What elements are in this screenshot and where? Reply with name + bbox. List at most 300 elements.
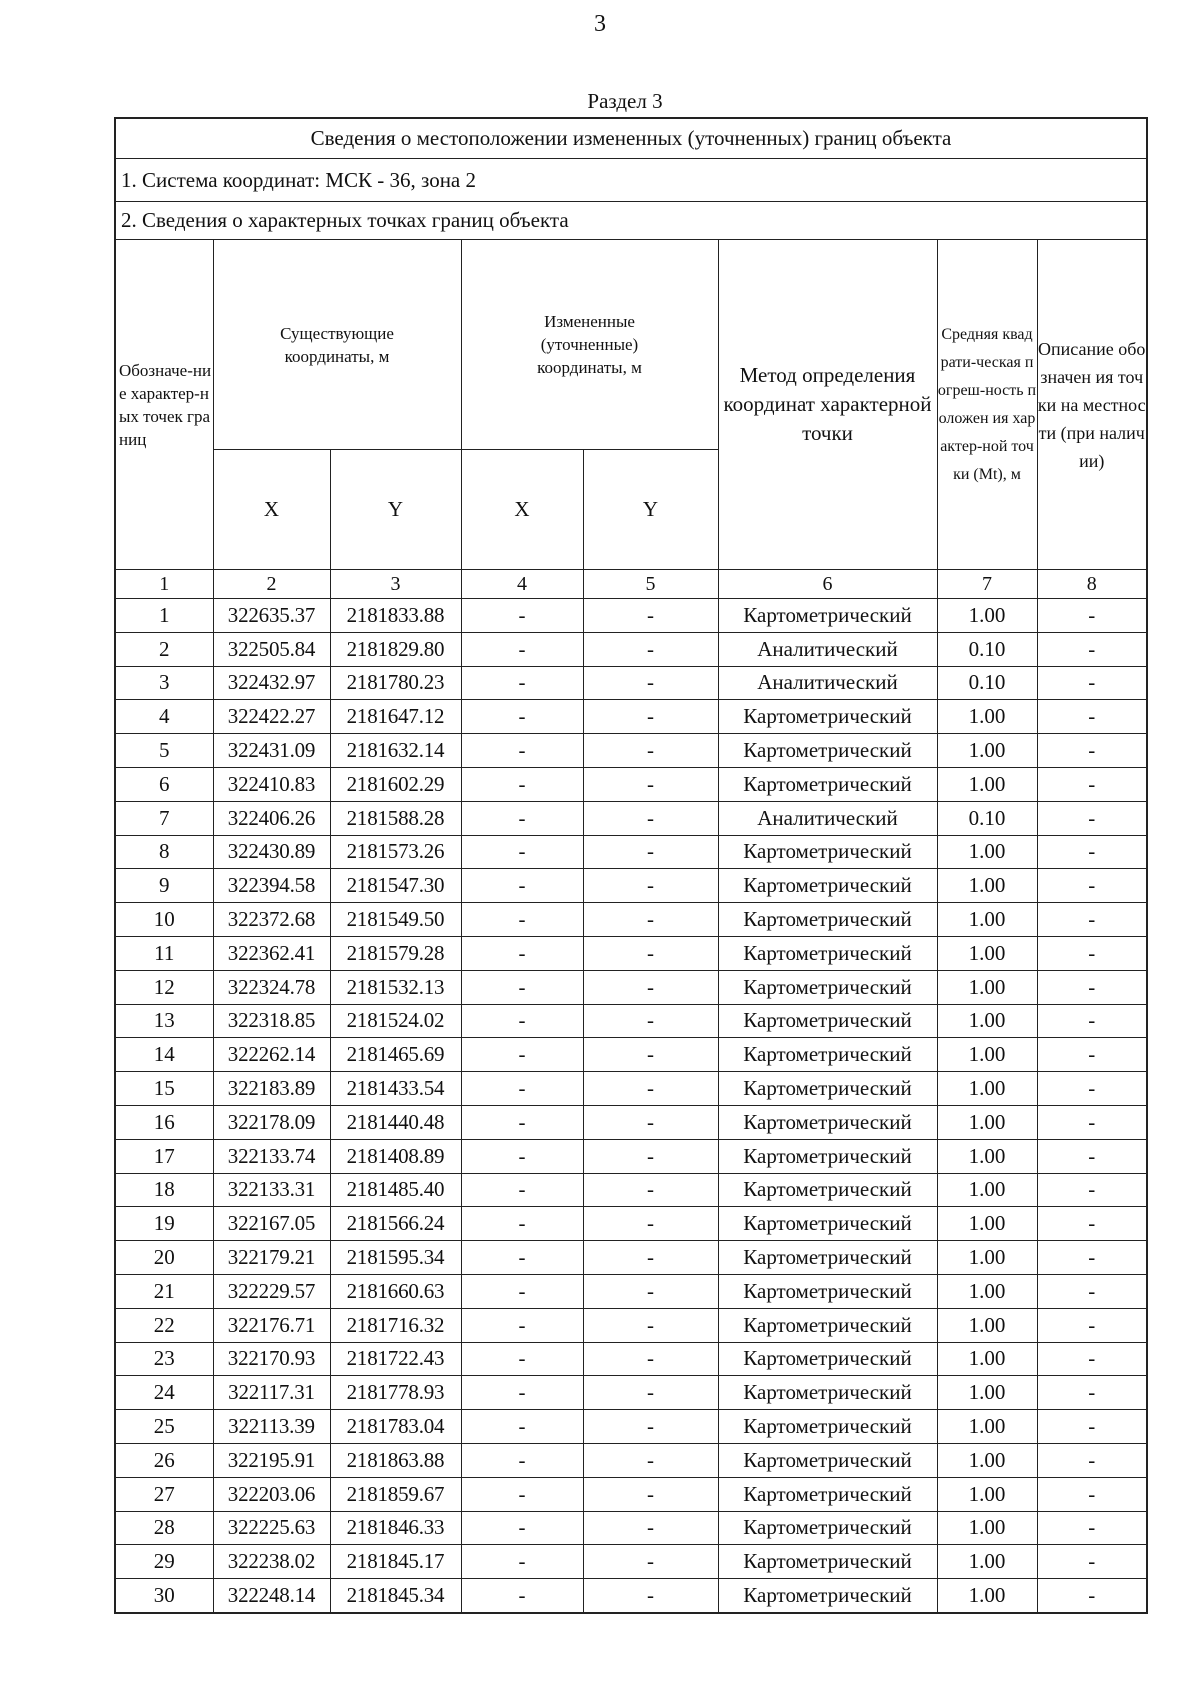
- cell-point-number: 29: [115, 1545, 213, 1579]
- column-number: 3: [330, 570, 461, 599]
- cell-existing-x: 322394.58: [213, 869, 330, 903]
- cell-existing-y: 2181859.67: [330, 1477, 461, 1511]
- cell-point-description: -: [1037, 700, 1147, 734]
- cell-mean-square-error: 1.00: [937, 970, 1037, 1004]
- cell-point-number: 12: [115, 970, 213, 1004]
- cell-mean-square-error: 0.10: [937, 801, 1037, 835]
- cell-changed-y: -: [583, 1072, 718, 1106]
- cell-point-number: 11: [115, 936, 213, 970]
- cell-existing-y: 2181722.43: [330, 1342, 461, 1376]
- cell-point-number: 30: [115, 1579, 213, 1613]
- cell-existing-x: 322406.26: [213, 801, 330, 835]
- header-mse: [937, 240, 1037, 570]
- cell-changed-x: -: [461, 1410, 583, 1444]
- header-mse-text: Средняя квадрати-ческая погреш-ность положен ия характер-ной точки (Mt), м: [937, 325, 1037, 483]
- header-changed-x: X: [461, 450, 583, 570]
- boundary-points-table: [114, 117, 1148, 1614]
- table-row: [115, 1477, 1147, 1511]
- cell-changed-x: -: [461, 903, 583, 937]
- cell-point-description: -: [1037, 1545, 1147, 1579]
- cell-point-number: 5: [115, 734, 213, 768]
- cell-point-description: -: [1037, 1207, 1147, 1241]
- cell-existing-x: 322113.39: [213, 1410, 330, 1444]
- cell-changed-y: -: [583, 970, 718, 1004]
- cell-method: Картометрический: [718, 1376, 937, 1410]
- cell-method: Аналитический: [718, 632, 937, 666]
- cell-changed-x: -: [461, 801, 583, 835]
- cell-existing-y: 2181833.88: [330, 599, 461, 633]
- cell-changed-y: -: [583, 835, 718, 869]
- cell-existing-x: 322117.31: [213, 1376, 330, 1410]
- cell-point-description: -: [1037, 1410, 1147, 1444]
- cell-existing-x: 322431.09: [213, 734, 330, 768]
- cell-mean-square-error: 1.00: [937, 1241, 1037, 1275]
- table-row: [115, 700, 1147, 734]
- cell-method: Картометрический: [718, 599, 937, 633]
- cell-changed-x: -: [461, 1241, 583, 1275]
- cell-method: Картометрический: [718, 1342, 937, 1376]
- cell-method: Картометрический: [718, 1579, 937, 1613]
- cell-point-number: 8: [115, 835, 213, 869]
- cell-point-description: -: [1037, 666, 1147, 700]
- cell-mean-square-error: 1.00: [937, 869, 1037, 903]
- cell-changed-y: -: [583, 1308, 718, 1342]
- cell-point-number: 4: [115, 700, 213, 734]
- cell-existing-x: 322176.71: [213, 1308, 330, 1342]
- cell-method: Картометрический: [718, 869, 937, 903]
- table-row: [115, 1173, 1147, 1207]
- cell-changed-x: -: [461, 1173, 583, 1207]
- cell-point-description: -: [1037, 970, 1147, 1004]
- cell-point-description: -: [1037, 835, 1147, 869]
- cell-changed-x: -: [461, 1072, 583, 1106]
- cell-existing-y: 2181524.02: [330, 1004, 461, 1038]
- cell-changed-y: -: [583, 1511, 718, 1545]
- cell-changed-x: -: [461, 700, 583, 734]
- table-row: [115, 734, 1147, 768]
- column-number: 1: [115, 570, 213, 599]
- cell-existing-x: 322203.06: [213, 1477, 330, 1511]
- cell-point-description: -: [1037, 1072, 1147, 1106]
- cell-point-description: -: [1037, 599, 1147, 633]
- cell-changed-y: -: [583, 632, 718, 666]
- cell-changed-y: -: [583, 936, 718, 970]
- cell-method: Картометрический: [718, 970, 937, 1004]
- cell-existing-y: 2181845.34: [330, 1579, 461, 1613]
- cell-point-description: -: [1037, 801, 1147, 835]
- table-row: [115, 835, 1147, 869]
- cell-method: Картометрический: [718, 1173, 937, 1207]
- cell-method: Картометрический: [718, 1139, 937, 1173]
- cell-existing-y: 2181440.48: [330, 1105, 461, 1139]
- cell-mean-square-error: 1.00: [937, 700, 1037, 734]
- cell-existing-x: 322238.02: [213, 1545, 330, 1579]
- cell-changed-y: -: [583, 1038, 718, 1072]
- cell-mean-square-error: 1.00: [937, 1139, 1037, 1173]
- cell-point-number: 15: [115, 1072, 213, 1106]
- cell-changed-x: -: [461, 936, 583, 970]
- header-existing-text: Существующие координаты, м: [280, 323, 394, 366]
- cell-existing-x: 322432.97: [213, 666, 330, 700]
- cell-point-description: -: [1037, 903, 1147, 937]
- cell-changed-x: -: [461, 1274, 583, 1308]
- cell-changed-x: -: [461, 1207, 583, 1241]
- cell-method: Картометрический: [718, 1545, 937, 1579]
- cell-existing-x: 322229.57: [213, 1274, 330, 1308]
- table-row: [115, 801, 1147, 835]
- cell-point-number: 16: [115, 1105, 213, 1139]
- cell-existing-x: 322225.63: [213, 1511, 330, 1545]
- cell-point-number: 24: [115, 1376, 213, 1410]
- points-heading: 2. Сведения о характерных точках границ объекта: [115, 202, 1147, 240]
- cell-mean-square-error: 1.00: [937, 1173, 1037, 1207]
- cell-point-number: 17: [115, 1139, 213, 1173]
- cell-method: Картометрический: [718, 936, 937, 970]
- section-label: Раздел 3: [587, 89, 663, 113]
- header-changed-y: Y: [583, 450, 718, 570]
- table-row: [115, 1410, 1147, 1444]
- page-number: 3: [594, 11, 606, 37]
- table-row: [115, 666, 1147, 700]
- table-row: [115, 1274, 1147, 1308]
- cell-point-description: -: [1037, 632, 1147, 666]
- cell-point-description: -: [1037, 1139, 1147, 1173]
- table-row: [115, 936, 1147, 970]
- cell-point-number: 20: [115, 1241, 213, 1275]
- cell-method: Картометрический: [718, 903, 937, 937]
- column-number: 2: [213, 570, 330, 599]
- table-body: [115, 599, 1147, 1613]
- cell-changed-y: -: [583, 869, 718, 903]
- cell-existing-x: 322179.21: [213, 1241, 330, 1275]
- cell-mean-square-error: 1.00: [937, 1477, 1037, 1511]
- table-row: [115, 767, 1147, 801]
- cell-existing-y: 2181602.29: [330, 767, 461, 801]
- cell-mean-square-error: 1.00: [937, 1004, 1037, 1038]
- cell-existing-x: 322133.74: [213, 1139, 330, 1173]
- cell-changed-y: -: [583, 1342, 718, 1376]
- cell-existing-x: 322195.91: [213, 1443, 330, 1477]
- cell-existing-y: 2181549.50: [330, 903, 461, 937]
- cell-existing-x: 322248.14: [213, 1579, 330, 1613]
- cell-changed-y: -: [583, 666, 718, 700]
- cell-existing-y: 2181465.69: [330, 1038, 461, 1072]
- cell-mean-square-error: 1.00: [937, 1072, 1037, 1106]
- cell-method: Картометрический: [718, 1308, 937, 1342]
- cell-mean-square-error: 1.00: [937, 1511, 1037, 1545]
- cell-point-number: 3: [115, 666, 213, 700]
- header-designation: [115, 240, 213, 570]
- table-row: [115, 1443, 1147, 1477]
- cell-existing-x: 322372.68: [213, 903, 330, 937]
- table-row: [115, 599, 1147, 633]
- cell-mean-square-error: 1.00: [937, 1342, 1037, 1376]
- header-existing-x: X: [213, 450, 330, 570]
- cell-changed-x: -: [461, 1477, 583, 1511]
- cell-method: Картометрический: [718, 700, 937, 734]
- cell-mean-square-error: 1.00: [937, 1410, 1037, 1444]
- cell-point-number: 9: [115, 869, 213, 903]
- cell-point-number: 22: [115, 1308, 213, 1342]
- cell-changed-y: -: [583, 1410, 718, 1444]
- table-title: Сведения о местоположении измененных (уточненных) границ объекта: [115, 118, 1147, 159]
- cell-point-number: 19: [115, 1207, 213, 1241]
- cell-point-number: 25: [115, 1410, 213, 1444]
- table-row: [115, 1105, 1147, 1139]
- cell-changed-x: -: [461, 734, 583, 768]
- cell-method: Картометрический: [718, 1207, 937, 1241]
- cell-method: Картометрический: [718, 1038, 937, 1072]
- cell-changed-x: -: [461, 869, 583, 903]
- cell-mean-square-error: 1.00: [937, 1545, 1037, 1579]
- header-existing-y: Y: [330, 450, 461, 570]
- cell-mean-square-error: 0.10: [937, 632, 1037, 666]
- cell-existing-y: 2181573.26: [330, 835, 461, 869]
- cell-changed-y: -: [583, 1477, 718, 1511]
- cell-mean-square-error: 1.00: [937, 1376, 1037, 1410]
- cell-point-description: -: [1037, 1241, 1147, 1275]
- cell-point-number: 21: [115, 1274, 213, 1308]
- cell-changed-y: -: [583, 700, 718, 734]
- cell-existing-x: 322505.84: [213, 632, 330, 666]
- cell-method: Картометрический: [718, 1477, 937, 1511]
- cell-changed-x: -: [461, 1376, 583, 1410]
- cell-existing-x: 322133.31: [213, 1173, 330, 1207]
- cell-point-description: -: [1037, 1511, 1147, 1545]
- cell-changed-y: -: [583, 1376, 718, 1410]
- table-row: [115, 1511, 1147, 1545]
- cell-changed-x: -: [461, 1308, 583, 1342]
- header-changed-text: Измененные (уточненные) координаты, м: [537, 312, 642, 377]
- cell-changed-x: -: [461, 1139, 583, 1173]
- cell-mean-square-error: 1.00: [937, 1274, 1037, 1308]
- cell-method: Картометрический: [718, 1410, 937, 1444]
- cell-changed-y: -: [583, 1173, 718, 1207]
- header-method-text: Метод определения координат характерной точки: [723, 363, 932, 445]
- cell-point-number: 26: [115, 1443, 213, 1477]
- cell-point-number: 7: [115, 801, 213, 835]
- table-row: [115, 632, 1147, 666]
- cell-changed-x: -: [461, 1342, 583, 1376]
- cell-point-description: -: [1037, 767, 1147, 801]
- cell-existing-y: 2181660.63: [330, 1274, 461, 1308]
- cell-point-description: -: [1037, 1579, 1147, 1613]
- table-row: [115, 1376, 1147, 1410]
- cell-changed-x: -: [461, 1579, 583, 1613]
- cell-changed-x: -: [461, 1443, 583, 1477]
- cell-existing-y: 2181716.32: [330, 1308, 461, 1342]
- table-row: [115, 970, 1147, 1004]
- cell-point-description: -: [1037, 1376, 1147, 1410]
- cell-point-number: 13: [115, 1004, 213, 1038]
- cell-method: Аналитический: [718, 666, 937, 700]
- coordinate-system: 1. Система координат: МСК - 36, зона 2: [115, 159, 1147, 202]
- cell-existing-x: 322262.14: [213, 1038, 330, 1072]
- table-row: [115, 1038, 1147, 1072]
- cell-existing-y: 2181579.28: [330, 936, 461, 970]
- cell-mean-square-error: 1.00: [937, 1579, 1037, 1613]
- table-row: [115, 1579, 1147, 1613]
- table-row: [115, 1241, 1147, 1275]
- column-number: 7: [937, 570, 1037, 599]
- cell-existing-y: 2181783.04: [330, 1410, 461, 1444]
- cell-point-number: 27: [115, 1477, 213, 1511]
- cell-changed-y: -: [583, 599, 718, 633]
- cell-changed-y: -: [583, 1105, 718, 1139]
- cell-point-number: 14: [115, 1038, 213, 1072]
- cell-existing-x: 322410.83: [213, 767, 330, 801]
- cell-point-number: 28: [115, 1511, 213, 1545]
- cell-point-number: 6: [115, 767, 213, 801]
- cell-point-description: -: [1037, 734, 1147, 768]
- table-row: [115, 869, 1147, 903]
- cell-mean-square-error: 1.00: [937, 767, 1037, 801]
- table-row: [115, 1139, 1147, 1173]
- cell-existing-y: 2181566.24: [330, 1207, 461, 1241]
- cell-changed-y: -: [583, 734, 718, 768]
- cell-changed-y: -: [583, 1139, 718, 1173]
- cell-mean-square-error: 1.00: [937, 1308, 1037, 1342]
- cell-existing-x: 322362.41: [213, 936, 330, 970]
- cell-changed-y: -: [583, 767, 718, 801]
- column-number: 5: [583, 570, 718, 599]
- cell-existing-x: 322183.89: [213, 1072, 330, 1106]
- cell-existing-x: 322167.05: [213, 1207, 330, 1241]
- cell-changed-x: -: [461, 666, 583, 700]
- header-description: [1037, 240, 1147, 570]
- cell-changed-x: -: [461, 1545, 583, 1579]
- cell-existing-y: 2181408.89: [330, 1139, 461, 1173]
- cell-changed-y: -: [583, 1579, 718, 1613]
- cell-point-description: -: [1037, 1443, 1147, 1477]
- cell-changed-x: -: [461, 632, 583, 666]
- cell-existing-y: 2181595.34: [330, 1241, 461, 1275]
- cell-changed-x: -: [461, 1105, 583, 1139]
- cell-existing-y: 2181632.14: [330, 734, 461, 768]
- cell-method: Картометрический: [718, 734, 937, 768]
- cell-changed-y: -: [583, 903, 718, 937]
- cell-changed-x: -: [461, 767, 583, 801]
- cell-existing-y: 2181485.40: [330, 1173, 461, 1207]
- cell-changed-y: -: [583, 1241, 718, 1275]
- cell-mean-square-error: 1.00: [937, 903, 1037, 937]
- cell-method: Картометрический: [718, 1511, 937, 1545]
- cell-point-number: 10: [115, 903, 213, 937]
- cell-existing-x: 322422.27: [213, 700, 330, 734]
- cell-changed-y: -: [583, 801, 718, 835]
- cell-changed-x: -: [461, 1511, 583, 1545]
- cell-method: Картометрический: [718, 1241, 937, 1275]
- cell-point-description: -: [1037, 869, 1147, 903]
- cell-method: Аналитический: [718, 801, 937, 835]
- cell-method: Картометрический: [718, 767, 937, 801]
- cell-mean-square-error: 1.00: [937, 1443, 1037, 1477]
- cell-point-number: 2: [115, 632, 213, 666]
- column-number: 6: [718, 570, 937, 599]
- cell-existing-y: 2181845.17: [330, 1545, 461, 1579]
- cell-mean-square-error: 1.00: [937, 1207, 1037, 1241]
- cell-existing-y: 2181778.93: [330, 1376, 461, 1410]
- cell-point-description: -: [1037, 936, 1147, 970]
- cell-changed-y: -: [583, 1545, 718, 1579]
- cell-existing-y: 2181547.30: [330, 869, 461, 903]
- cell-mean-square-error: 1.00: [937, 835, 1037, 869]
- cell-point-number: 23: [115, 1342, 213, 1376]
- cell-existing-y: 2181846.33: [330, 1511, 461, 1545]
- cell-existing-y: 2181780.23: [330, 666, 461, 700]
- cell-method: Картометрический: [718, 1072, 937, 1106]
- column-number: 4: [461, 570, 583, 599]
- cell-method: Картометрический: [718, 1105, 937, 1139]
- table-row: [115, 1342, 1147, 1376]
- table-row: [115, 1004, 1147, 1038]
- table-row: [115, 903, 1147, 937]
- table-row: [115, 1072, 1147, 1106]
- cell-point-description: -: [1037, 1004, 1147, 1038]
- cell-mean-square-error: 1.00: [937, 599, 1037, 633]
- cell-changed-x: -: [461, 970, 583, 1004]
- cell-point-description: -: [1037, 1173, 1147, 1207]
- cell-existing-y: 2181588.28: [330, 801, 461, 835]
- cell-existing-y: 2181829.80: [330, 632, 461, 666]
- cell-mean-square-error: 1.00: [937, 1105, 1037, 1139]
- cell-method: Картометрический: [718, 835, 937, 869]
- cell-changed-y: -: [583, 1443, 718, 1477]
- cell-point-description: -: [1037, 1342, 1147, 1376]
- table-row: [115, 1545, 1147, 1579]
- cell-existing-y: 2181532.13: [330, 970, 461, 1004]
- cell-changed-x: -: [461, 1038, 583, 1072]
- header-description-text: Описание обозначен ия точки на местности (при наличии): [1037, 338, 1146, 471]
- cell-point-description: -: [1037, 1274, 1147, 1308]
- table-row: [115, 1308, 1147, 1342]
- cell-changed-x: -: [461, 835, 583, 869]
- header-existing: [213, 240, 461, 450]
- cell-existing-y: 2181863.88: [330, 1443, 461, 1477]
- table-row: [115, 1207, 1147, 1241]
- cell-existing-x: 322170.93: [213, 1342, 330, 1376]
- cell-existing-x: 322635.37: [213, 599, 330, 633]
- cell-point-number: 1: [115, 599, 213, 633]
- cell-changed-x: -: [461, 599, 583, 633]
- cell-mean-square-error: 1.00: [937, 1038, 1037, 1072]
- cell-point-description: -: [1037, 1477, 1147, 1511]
- cell-existing-x: 322324.78: [213, 970, 330, 1004]
- cell-changed-y: -: [583, 1004, 718, 1038]
- cell-method: Картометрический: [718, 1443, 937, 1477]
- cell-method: Картометрический: [718, 1274, 937, 1308]
- cell-mean-square-error: 1.00: [937, 734, 1037, 768]
- cell-point-description: -: [1037, 1038, 1147, 1072]
- cell-mean-square-error: 0.10: [937, 666, 1037, 700]
- cell-changed-x: -: [461, 1004, 583, 1038]
- cell-existing-y: 2181433.54: [330, 1072, 461, 1106]
- cell-point-number: 18: [115, 1173, 213, 1207]
- cell-mean-square-error: 1.00: [937, 936, 1037, 970]
- cell-changed-y: -: [583, 1207, 718, 1241]
- cell-existing-y: 2181647.12: [330, 700, 461, 734]
- cell-existing-x: 322178.09: [213, 1105, 330, 1139]
- header-changed: [461, 240, 718, 450]
- column-number: 8: [1037, 570, 1147, 599]
- header-method: [718, 240, 937, 570]
- cell-existing-x: 322318.85: [213, 1004, 330, 1038]
- cell-changed-y: -: [583, 1274, 718, 1308]
- cell-point-description: -: [1037, 1105, 1147, 1139]
- cell-point-description: -: [1037, 1308, 1147, 1342]
- cell-existing-x: 322430.89: [213, 835, 330, 869]
- cell-method: Картометрический: [718, 1004, 937, 1038]
